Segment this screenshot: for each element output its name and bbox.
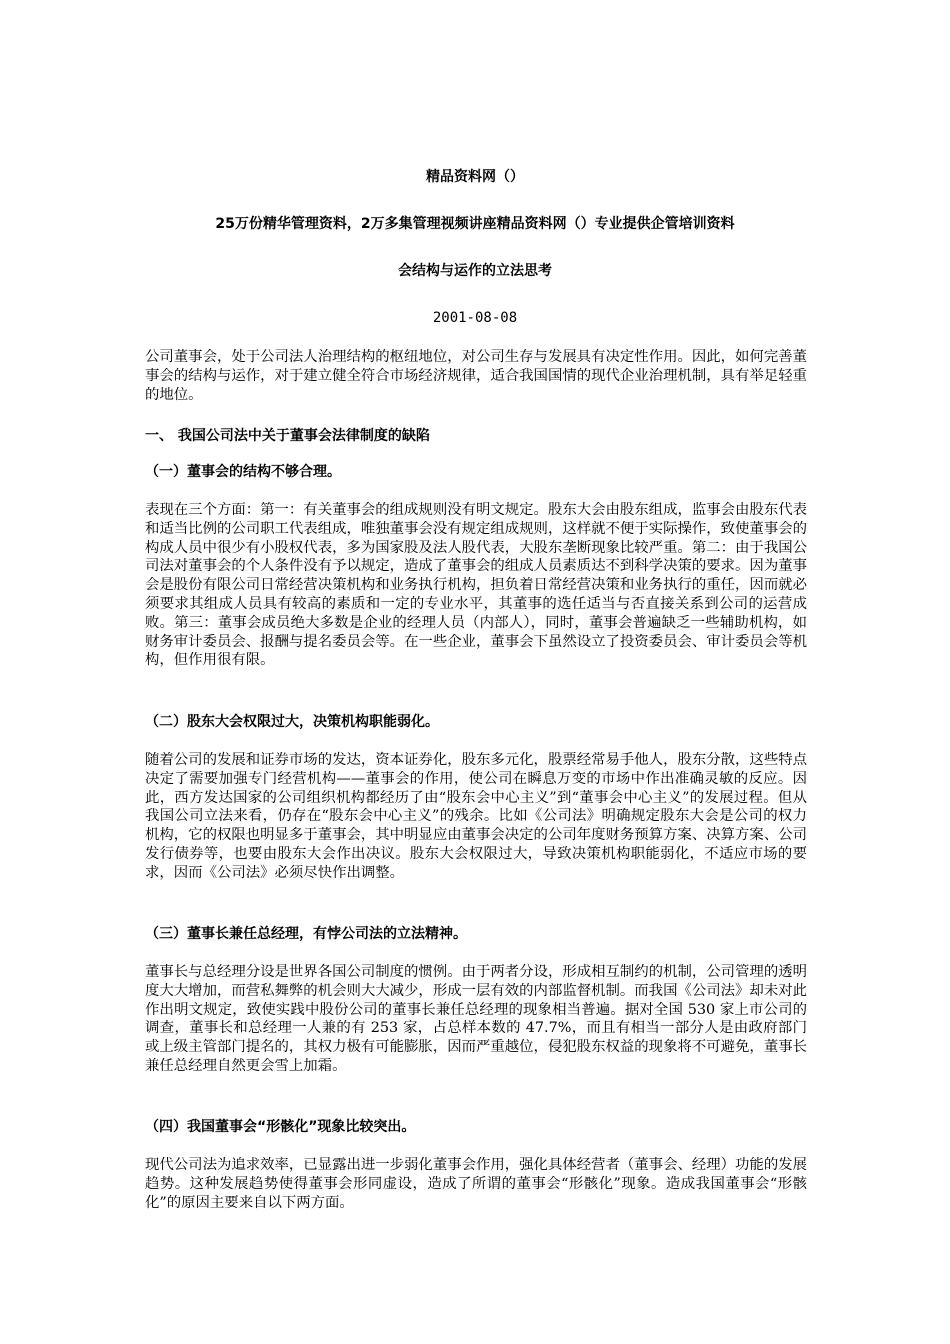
promo-line: 25万份精华管理资料，2万多集管理视频讲座精品资料网（）专业提供企管培训资料 [215,216,735,232]
document-title: 会结构与运作的立法思考 [398,263,552,279]
subsection-body-1: 表现在三个方面：第一：有关董事会的组成规则没有明文规定。股东大会由股东组成，监事会由股东代表和适当比例的公司职工代表组成，唯独董事会没有规定组成规则，这样就不便于实际操作，致使董事会的构成人员中很少有小股权代表，多为国家股及法人股代表，大股东垄断现象比较严重。第二：由于我国公司法对董事会的个人条件没有予以规定，造成了董事会的组成人员素质达不到科学决策的要求。因为董事会是股份有限公司日常经营决策机构和业务执行机构，担负着日常经营决策和业务执行的重任，因而就必须要求其组成人员具有较高的素质和一定的专业水平，其董事的选任适当与否直接关系到公司的运营成败。第三：董事会成员绝大多数是企业的经理人员（内部人），同时，董事会普遍缺乏一些辅助机构，如财务审计委员会、报酬与提名委员会等。在一些企业，董事会下虽然设立了投资委员会、审计委员会等机构，但作用很有限。 [145,502,807,669]
site-title: 精品资料网（） [426,169,524,185]
subsection-heading-1: （一）董事会的结构不够合理。 [145,464,341,480]
subsection-body-2: 随着公司的发展和证券市场的发达，资本证券化，股东多元化，股票经常易手他人，股东分散，这些特点决定了需要加强专门经营机构——董事会的作用，使公司在瞬息万变的市场中作出准确灵敏的反应。因此，西方发达国家的公司组织机构都经历了由“股东会中心主义”到“董事会中心主义”的发展过程。但从我国公司立法来看，仍存在“股东会中心主义”的残余。比如《公司法》明确规定股东大会是公司的权力机构，它的权限也明显多于董事会，其中明显应由董事会决定的公司年度财务预算方案、决算方案、公司发行债券等，也要由股东大会作出决议。股东大会权限过大，导致决策机构职能弱化，不适应市场的要求，因而《公司法》必须尽快作出调整。 [145,752,807,881]
section-heading-1: 一、 我国公司法中关于董事会法律制度的缺陷 [145,428,430,444]
document-date: 2001-08-08 [432,310,518,326]
subsection-body-4: 现代公司法为追求效率，已显露出进一步弱化董事会作用，强化具体经营者（董事会、经理）功能的发展趋势。这种发展趋势使得董事会形同虚设，造成了所谓的董事会“形骸化”现象。造成我国董事会“形骸化”的原因主要来自以下两方面。 [145,1157,807,1211]
subsection-heading-2: （二）股东大会权限过大，决策机构职能弱化。 [145,714,439,730]
subsection-body-3: 董事长与总经理分设是世界各国公司制度的惯例。由于两者分设，形成相互制约的机制，公司管理的透明度大大增加，而营私舞弊的机会则大大减少，形成一层有效的内部监督机制。而我国《公司法》却未对此作出明文规定，致使实践中股份公司的董事长兼任总经理的现象相当普遍。据对全国 530 家上市公司的调查，董事长和总经理一人兼的有 253 家，占总样本数的 47.7%，而且有相当一部分人是由政府部门或上级主管部门提名的，其权力极有可能膨胀，因而严重越位，侵犯股东权益的现象将不可避免，董事长兼任总经理自然更会雪上加霜。 [145,964,807,1074]
intro-paragraph: 公司董事会，处于公司法人治理结构的枢纽地位，对公司生存与发展具有决定性作用。因此，如何完善董事会的结构与运作，对于建立健全符合市场经济规律，适合我国国情的现代企业治理机制，具有举足轻重的地位。 [145,349,807,403]
subsection-heading-4: （四）我国董事会“形骸化”现象比较突出。 [145,1119,416,1135]
subsection-heading-3: （三）董事长兼任总经理，有悖公司法的立法精神。 [145,926,467,942]
